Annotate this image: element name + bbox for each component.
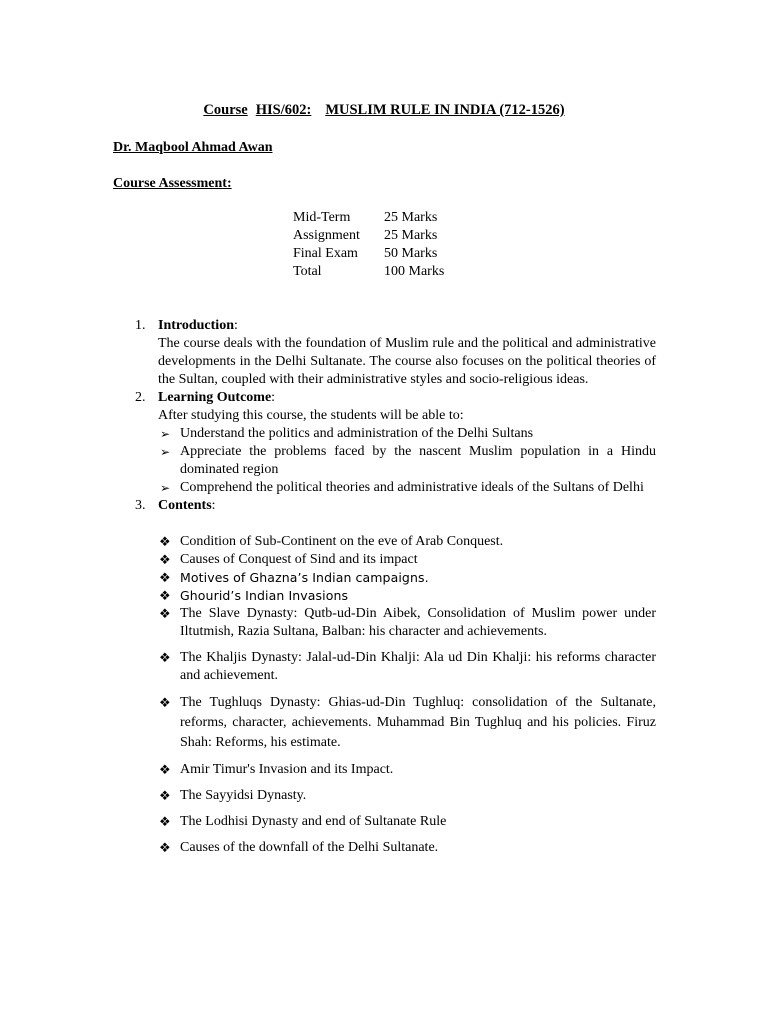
list-item: ➢ Comprehend the political theories and administrative ideals of the Sultans of Delhi: [160, 480, 644, 495]
section-number: 3.: [135, 498, 146, 513]
assessment-table: [293, 209, 444, 281]
assessment-value: 100 Marks: [384, 264, 445, 279]
section-heading: Introduction:: [158, 318, 238, 333]
list-item: ❖ The Khaljis Dynasty: Jalal-ud-Din Khalji: Ala ud Din Khalji: his reforms character and achievement.: [159, 650, 656, 683]
arrow-bullet-icon: ➢: [160, 445, 171, 459]
list-item: ❖ Condition of Sub-Continent on the eve of Arab Conquest.: [159, 534, 504, 549]
course-title: [0, 101, 768, 119]
list-item: ❖ Ghourid’s Indian Invasions: [159, 588, 349, 603]
introduction-section: [113, 317, 656, 389]
diamond-bullet-icon: ❖: [159, 788, 171, 803]
diamond-bullet-icon: ❖: [159, 552, 171, 567]
outcome-heading: Learning Outcome: [158, 390, 272, 405]
diamond-bullet-icon: ❖: [159, 534, 171, 549]
table-row: [293, 245, 444, 263]
section-heading: Contents:: [158, 498, 216, 513]
outcome-list: [158, 425, 656, 497]
course-name: MUSLIM RULE IN INDIA (712-1526): [325, 102, 565, 118]
introduction-heading: Introduction: [158, 318, 234, 333]
list-item: ❖ Amir Timur's Invasion and its Impact.: [159, 762, 394, 777]
course-word: Course: [203, 102, 248, 118]
table-row: [293, 227, 444, 245]
section-heading: Learning Outcome:: [158, 390, 276, 405]
diamond-bullet-icon: ❖: [159, 762, 171, 777]
assessment-label: Mid-Term: [293, 210, 351, 225]
diamond-bullet-icon: ❖: [159, 570, 171, 585]
assessment-value: 50 Marks: [384, 246, 438, 261]
table-row: [293, 209, 444, 227]
contents-section: [113, 497, 656, 857]
assessment-heading: Course Assessment:: [113, 176, 232, 191]
course-sections: [113, 317, 656, 857]
assessment-label: Final Exam: [293, 246, 358, 261]
outcome-intro: After studying this course, the students will be able to:: [158, 408, 464, 423]
list-item: ❖ Causes of Conquest of Sind and its impact: [159, 552, 418, 567]
arrow-bullet-icon: ➢: [160, 427, 171, 441]
learning-outcome-section: [113, 389, 656, 497]
diamond-bullet-icon: ❖: [159, 650, 171, 665]
diamond-bullet-icon: ❖: [159, 840, 171, 855]
diamond-bullet-icon: ❖: [159, 814, 171, 829]
list-item: ❖ The Sayyidsi Dynasty.: [159, 788, 307, 803]
assessment-label: Assignment: [293, 228, 360, 243]
list-item: ❖ Motives of Ghazna’s Indian campaigns.: [159, 570, 429, 585]
contents-heading: Contents: [158, 498, 212, 513]
list-item: ➢ Understand the politics and administration of the Delhi Sultans: [160, 426, 534, 441]
table-row: [293, 263, 444, 281]
contents-list: [158, 533, 656, 857]
list-item: ❖ Causes of the downfall of the Delhi Sultanate.: [159, 840, 439, 855]
list-item: ❖ The Lodhisi Dynasty and end of Sultanate Rule: [159, 814, 447, 829]
course-code: HIS/602:: [255, 102, 312, 118]
list-item: ➢ Appreciate the problems faced by the nascent Muslim population in a Hindu dominated region: [160, 444, 656, 477]
diamond-bullet-icon: ❖: [159, 606, 171, 621]
assessment-value: 25 Marks: [384, 210, 438, 225]
list-item: ❖ The Slave Dynasty: Qutb-ud-Din Aibek, Consolidation of Muslim power under Iltutmish, Razia Sultana, Balban: his character and achievements.: [159, 606, 656, 639]
section-number: 2.: [135, 390, 146, 405]
assessment-value: 25 Marks: [384, 228, 438, 243]
arrow-bullet-icon: ➢: [160, 481, 171, 495]
diamond-bullet-icon: ❖: [159, 695, 171, 710]
introduction-body: The course deals with the foundation of Muslim rule and the political and administrative developments in the Delhi Sultanate. The course also focuses on the political theories of the Sultan, coupled with their administrative styles and socio-religious ideas.: [158, 336, 656, 387]
list-item: ❖ The Tughluqs Dynasty: Ghias-ud-Din Tughluq: consolidation of the Sultanate, reforms, character, achievements. Muhammad Bin Tughluq and his policies. Firuz Shah: Reforms, his estimate.: [159, 695, 656, 750]
diamond-bullet-icon: ❖: [159, 588, 171, 603]
author-name: Dr. Maqbool Ahmad Awan: [113, 140, 273, 155]
section-number: 1.: [135, 318, 146, 333]
assessment-label: Total: [293, 264, 322, 279]
